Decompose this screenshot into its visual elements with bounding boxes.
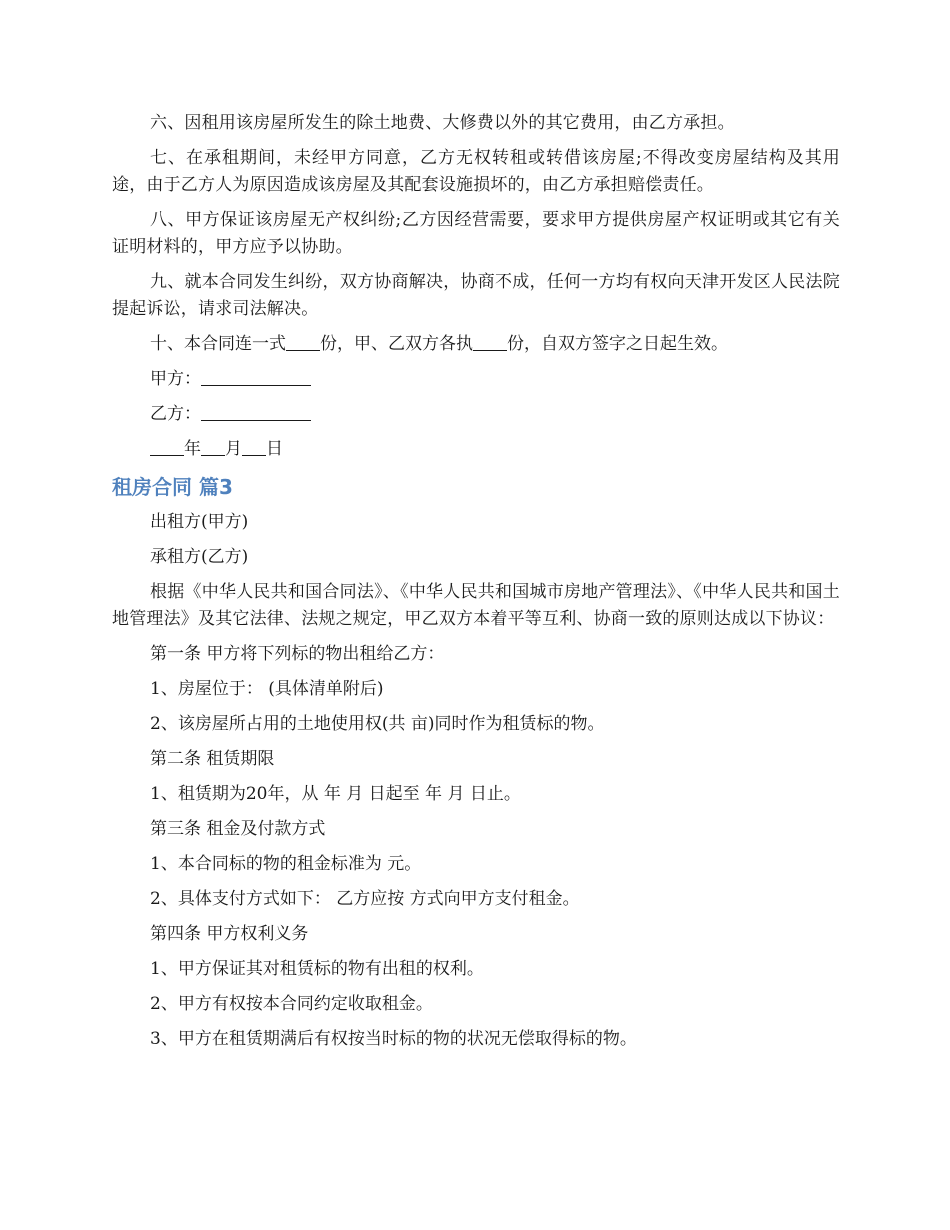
copies-text-2: 份，甲、乙双方各执	[320, 334, 473, 354]
document-page	[112, 110, 840, 1061]
party-a-signature-blank	[201, 367, 311, 386]
party-b-signature-blank	[201, 402, 311, 421]
day-label: 日	[266, 439, 283, 459]
signing-date	[112, 436, 840, 463]
party-b-signature	[112, 401, 840, 428]
article-four-item-3: 3、甲方在租赁期满后有权按当时标的物的状况无偿取得标的物。	[150, 1029, 637, 1049]
clause-seven: 七、在承租期间，未经甲方同意，乙方无权转租或转借该房屋;不得改变房屋结构及其用途，由于乙方人为原因造成该房屋及其配套设施损坏的，由乙方承担赔偿责任。	[112, 148, 840, 195]
day-blank	[242, 437, 266, 456]
article-three-item-2: 2、具体支付方式如下： 乙方应按 方式向甲方支付租金。	[150, 889, 580, 909]
copies-text-3: 份，自双方签字之日起生效。	[507, 334, 728, 354]
lessee-line: 承租方(乙方)	[150, 547, 249, 567]
article-four-item-2: 2、甲方有权按本合同约定收取租金。	[150, 994, 433, 1014]
copies-blank-total	[286, 332, 320, 351]
year-label: 年	[184, 439, 201, 459]
article-two-item-1: 1、租赁期为20年，从 年 月 日起至 年 月 日止。	[150, 784, 521, 804]
article-three-item-1: 1、本合同标的物的租金标准为 元。	[150, 854, 422, 874]
party-a-signature	[112, 366, 840, 393]
month-blank	[201, 437, 225, 456]
clause-eight: 八、甲方保证该房屋无产权纠纷;乙方因经营需要，要求甲方提供房屋产权证明或其它有关证明材料的，甲方应予以协助。	[112, 210, 840, 257]
party-a-label: 甲方：	[150, 369, 201, 389]
lessor-line: 出租方(甲方)	[150, 512, 249, 532]
article-one-title: 第一条 甲方将下列标的物出租给乙方：	[150, 644, 445, 664]
clause-nine: 九、就本合同发生纠纷，双方协商解决，协商不成，任何一方均有权向天津开发区人民法院提起诉讼，请求司法解决。	[112, 272, 840, 319]
article-four-item-1: 1、甲方保证其对租赁标的物有出租的权利。	[150, 959, 484, 979]
intro-paragraph: 根据《中华人民共和国合同法》、《中华人民共和国城市房地产管理法》、《中华人民共和国土地管理法》及其它法律、法规之规定，甲乙双方本着平等互利、协商一致的原则达成以下协议：	[112, 582, 840, 629]
clause-six: 六、因租用该房屋所发生的除土地费、大修费以外的其它费用，由乙方承担。	[150, 113, 735, 133]
section-heading: 租房合同 篇3	[112, 475, 233, 499]
month-label: 月	[225, 439, 242, 459]
article-one-item-1: 1、房屋位于： (具体清单附后)	[150, 679, 384, 699]
clause-ten	[112, 331, 840, 358]
article-four-title: 第四条 甲方权利义务	[150, 924, 309, 944]
year-blank	[150, 437, 184, 456]
article-two-title: 第二条 租赁期限	[150, 749, 275, 769]
copies-blank-each	[473, 332, 507, 351]
copies-text-1: 十、本合同连一式	[150, 334, 286, 354]
article-three-title: 第三条 租金及付款方式	[150, 819, 326, 839]
article-one-item-2: 2、该房屋所占用的土地使用权(共 亩)同时作为租赁标的物。	[150, 714, 605, 734]
party-b-label: 乙方：	[150, 404, 201, 424]
